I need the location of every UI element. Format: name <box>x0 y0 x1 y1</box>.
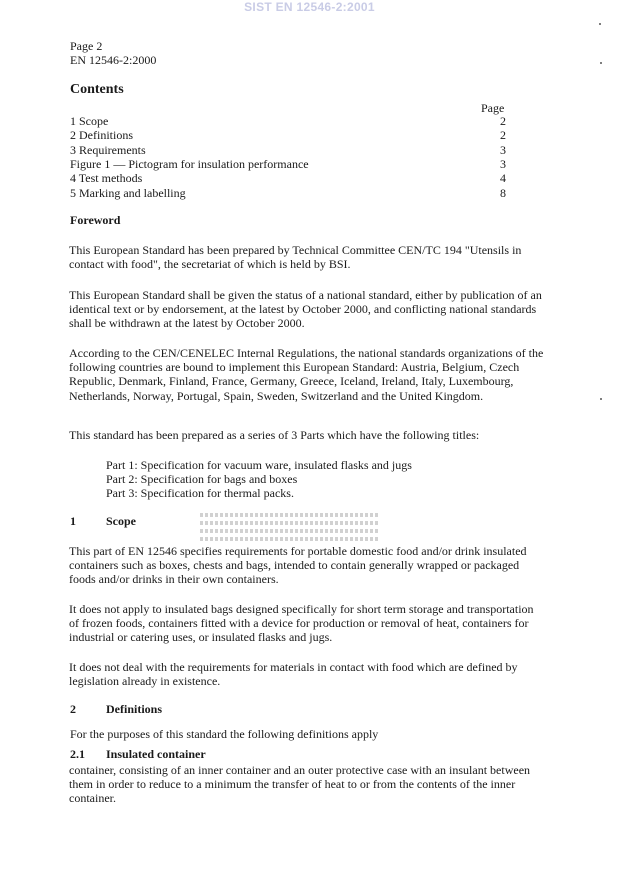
scope-heading: Scope <box>106 514 136 528</box>
scan-speck <box>600 62 602 64</box>
part-list-item: Part 2: Specification for bags and boxes <box>106 472 298 486</box>
subsection-heading: Insulated container <box>106 747 206 761</box>
scope-section-number: 1 <box>70 514 76 528</box>
toc-entry <box>70 171 506 185</box>
scan-speck <box>600 398 602 400</box>
definitions-section-number: 2 <box>70 702 76 716</box>
part-list-item: Part 3: Specification for thermal packs. <box>106 486 294 500</box>
toc-entry <box>70 186 506 200</box>
foreword-heading: Foreword <box>70 213 121 227</box>
toc-entry <box>70 157 506 171</box>
toc-entry <box>70 143 506 157</box>
document-id: EN 12546-2:2000 <box>70 53 157 67</box>
toc-entry <box>70 128 506 142</box>
toc-entry-page: 3 <box>500 143 506 157</box>
definitions-intro: For the purposes of this standard the following definitions apply <box>70 727 379 741</box>
stamp-mark <box>200 509 378 549</box>
watermark: SIST EN 12546-2:2001 <box>244 0 375 14</box>
foreword-paragraph: This European Standard shall be given the status of a national standard, either by publication of an identical text or by endorsement, at the latest by October 2000, and conflicting national standards shall be withdrawn at the latest by October 2000. <box>69 288 542 331</box>
foreword-paragraph: According to the CEN/CENELEC Internal Regulations, the national standards organizations of the following countries are bound to implement this European Standard: Austria, Belgium, Czech Republic, Denmark, Finland, France, Germany, Greece, Iceland, Ireland, Italy, Luxembourg, Netherlands, Norway, Portugal, Spain, Sweden, Switzerland and the United Kingdom. <box>69 346 544 403</box>
foreword-paragraph: This European Standard has been prepared by Technical Committee CEN/TC 194 "Utensils in contact with food", the secretariat of which is held by BSI. <box>69 243 522 272</box>
toc-entry-label: 1 Scope <box>70 114 109 128</box>
contents-page-header: Page <box>481 101 505 115</box>
scan-speck <box>599 23 601 25</box>
toc-entry-page: 2 <box>500 128 506 142</box>
foreword-paragraph: This standard has been prepared as a series of 3 Parts which have the following titles: <box>69 428 480 442</box>
toc-entry-page: 2 <box>500 114 506 128</box>
toc-entry-label: 4 Test methods <box>70 171 143 185</box>
scope-paragraph: It does not apply to insulated bags designed specifically for short term storage and transportation of frozen foods, containers fitted with a device for production or removal of heat, containers for industrial or catering uses, or insulated flasks and jugs. <box>69 602 534 645</box>
subsection-number: 2.1 <box>70 747 85 761</box>
toc-entry-page: 8 <box>500 186 506 200</box>
toc-entry-page: 3 <box>500 157 506 171</box>
toc-entry <box>70 114 506 128</box>
scope-paragraph: This part of EN 12546 specifies requirements for portable domestic food and/or drink insulated containers such as boxes, chests and bags, intended to contain generally wrapped or packaged foods and/or drinks in their own containers. <box>69 544 527 587</box>
toc-entry-label: Figure 1 — Pictogram for insulation performance <box>70 157 309 171</box>
toc-entry-label: 2 Definitions <box>70 128 133 142</box>
scope-paragraph: It does not deal with the requirements for materials in contact with food which are defined by legislation already in existence. <box>69 660 518 689</box>
part-list-item: Part 1: Specification for vacuum ware, insulated flasks and jugs <box>106 458 412 472</box>
contents-title: Contents <box>70 82 124 97</box>
toc-entry-page: 4 <box>500 171 506 185</box>
toc-entry-label: 5 Marking and labelling <box>70 186 186 200</box>
page-number: Page 2 <box>70 39 103 53</box>
toc-entry-label: 3 Requirements <box>70 143 146 157</box>
definitions-heading: Definitions <box>106 702 163 716</box>
definition-text: container, consisting of an inner container and an outer protective case with an insulant between them in order to reduce to a minimum the transfer of heat to or from the contents of the inner container. <box>69 763 531 806</box>
